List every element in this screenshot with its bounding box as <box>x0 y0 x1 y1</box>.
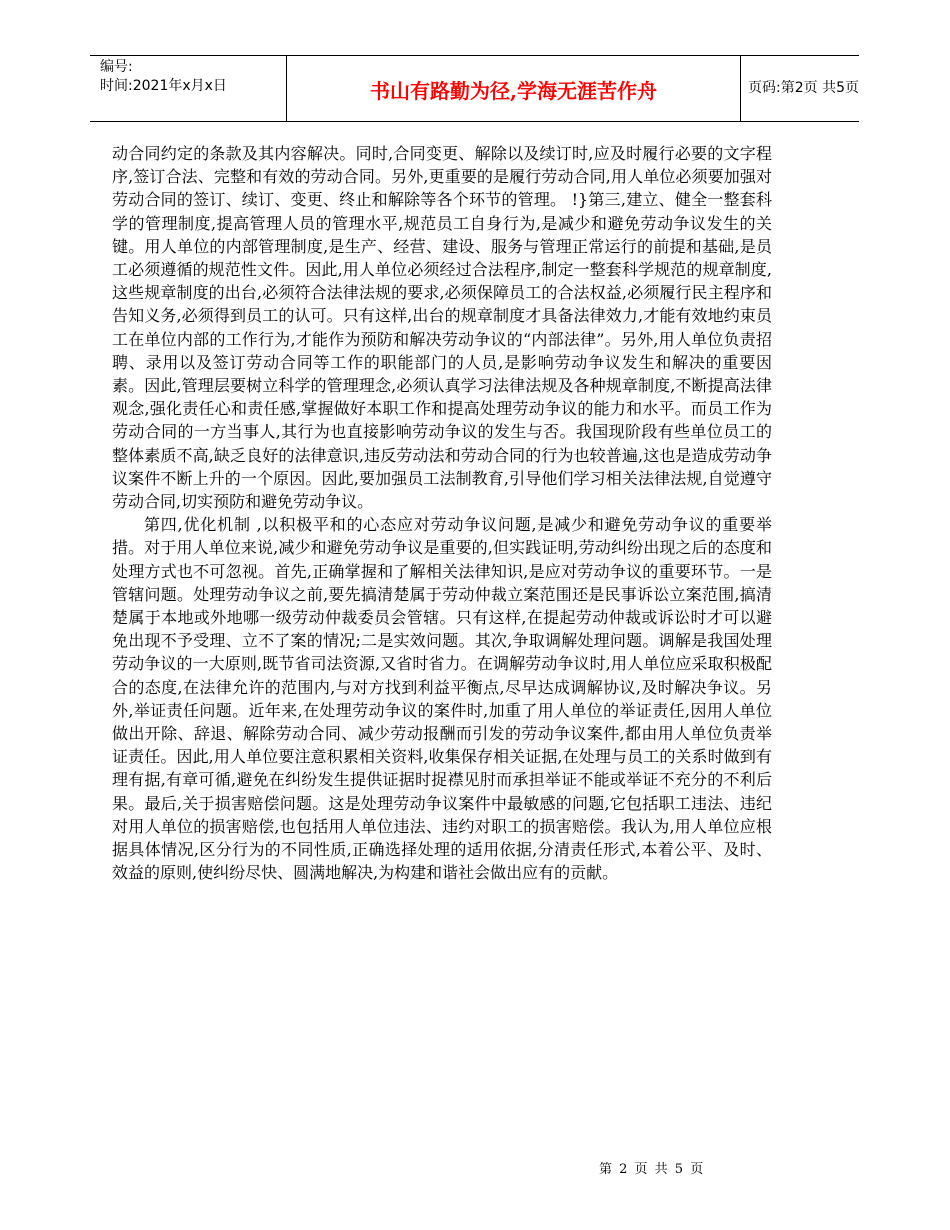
header-page-cell <box>740 56 859 121</box>
paragraph-1: 动合同约定的条款及其内容解决。同时,合同变更、解除以及续订时,应及时履行必要的文字程序,签订合法、完整和有效的劳动合同。另外,更重要的是履行劳动合同,用人单位必须要加强对劳动合同的签订、续订、变更、终止和解除等各个环节的管理。 !}第三,建立、健全一整套科学的管理制度,提高管理人员的管理水平,规范员工自身行为,是减少和避免劳动争议发生的关键。用人单位的内部管理制度,是生产、经营、建设、服务与管理正常运行的前提和基础,是员工必须遵循的规范性文件。因此,用人单位必须经过合法程序,制定一整套科学规范的规章制度,这些规章制度的出台,必须符合法律法规的要求,必须保障员工的合法权益,必须履行民主程序和告知义务,必须得到员工的认可。只有这样,出台的规章制度才具备法律效力,才能有效地约束员工在单位内部的工作行为,才能作为预防和解决劳动争议的“内部法律”。另外,用人单位负责招聘、录用以及签订劳动合同等工作的职能部门的人员,是影响劳动争议发生和解决的重要因素。因此,管理层要树立科学的管理理念,必须认真学习法律法规及各种规章制度,不断提高法律观念,强化责任心和责任感,掌握做好本职工作和提高处理劳动争议的能力和水平。而员工作为劳动合同的一方当事人,其行为也直接影响劳动争议的发生与否。我国现阶段有些单位员工的整体素质不高,缺乏良好的法律意识,违反劳动法和劳动合同的行为也较普遍,这也是造成劳动争议案件不断上升的一个原因。因此,要加强员工法制教育,引导他们学习相关法律法规,自觉遵守劳动合同,切实预防和避免劳动争议。 <box>112 144 772 512</box>
number-label: 编号: <box>100 59 133 75</box>
page-footer: 第 2 页 共 5 页 <box>599 1162 704 1177</box>
motto-text: 书山有路勤为径,学海无涯苦作舟 <box>370 79 657 103</box>
paragraph-2: 第四,优化机制 ,以积极平和的心态应对劳动争议问题,是减少和避免劳动争议的重要举措。对于用人单位来说,减少和避免劳动争议是重要的,但实践证明,劳动纠纷出现之后的态度和处理方式也不可忽视。首先,正确掌握和了解相关法律知识,是应对劳动争议的重要环节。一是管辖问题。处理劳动争议之前,要先搞清楚属于劳动仲裁立案范围还是民事诉讼立案范围,搞清楚属于本地或外地哪一级劳动仲裁委员会管辖。只有这样,在提起劳动仲裁或诉讼时才可以避免出现不予受理、立不了案的情况;二是实效问题。其次,争取调解处理问题。调解是我国处理劳动争议的一大原则,既节省司法资源,又省时省力。在调解劳动争议时,用人单位应采取积极配合的态度,在法律允许的范围内,与对方找到利益平衡点,尽早达成调解协议,及时解决争议。另外,举证责任问题。近年来,在处理劳动争议的案件时,加重了用人单位的举证责任,因用人单位做出开除、辞退、解除劳动合同、减少劳动报酬而引发的劳动争议案件,都由用人单位负责举证责任。因此,用人单位要注意积累相关资料,收集保存相关证据,在处理与员工的关系时做到有理有据,有章可循,避免在纠纷发生提供证据时捉襟见肘而承担举证不能或举证不充分的不利后果。最后,关于损害赔偿问题。这是处理劳动争议案件中最敏感的问题,它包括职工违法、违纪对用人单位的损害赔偿,也包括用人单位违法、违约对职工的损害赔偿。我认为,用人单位应根据具体情况,区分行为的不同性质,正确选择处理的适用依据,分清责任形式,本着公平、及时、效益的原则,使纠纷尽快、圆满地解决,为构建和谐社会做出应有的贡献。 <box>112 515 772 883</box>
time-label: 时间:2021年x月x日 <box>100 78 227 94</box>
document-body <box>112 142 772 885</box>
header-left-cell <box>90 56 286 121</box>
page-number-label: 页码:第2页 共5页 <box>748 80 859 96</box>
page-header <box>90 55 859 122</box>
header-motto-cell <box>286 56 741 121</box>
